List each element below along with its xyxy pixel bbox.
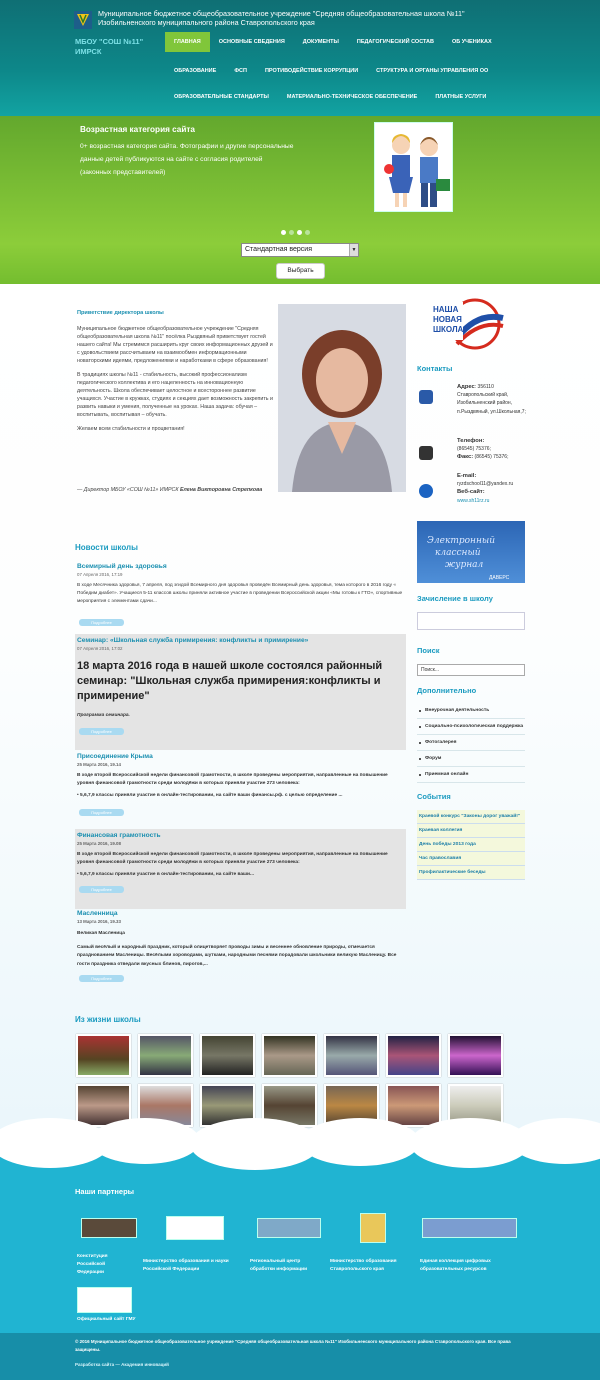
news-date: 25 Марта 2016, 19.14 [77, 762, 121, 767]
news-heading: Новости школы [75, 543, 138, 552]
contact-email [457, 472, 529, 505]
news-title[interactable]: Присоединение Крыма [77, 753, 153, 760]
svg-text:ДАВЕРС: ДАВЕРС [489, 575, 510, 581]
fax-label: Факс: [457, 454, 474, 461]
copyright: © 2016 Муниципальное бюджетное общеобразовательное учреждение "Средняя общеобразовательная школа №11" Изобильненского муниципального района Ставропольского края. Все права защищены. [75, 1339, 511, 1352]
hero-children-image [374, 122, 453, 212]
enrollment-heading[interactable]: Зачисление в школу [417, 594, 493, 603]
gallery-heading: Из жизни школы [75, 1015, 141, 1024]
svg-text:Электронный: Электронный [427, 536, 496, 546]
news-excerpt: Самый весёлый и народный праздник, который олицетворяет проводы зимы и весеннее обновление природы, отмечается празднованием Масленицы. Весёлыми хороводами, шутками, народными песнями порадовали школьники великую Масленицу. Все гости праздника отведали вкусных блинов, пирогов,... [77, 945, 397, 967]
nav-item-teachers[interactable]: ПЕДАГОГИЧЕСКИЙ СОСТАВ [356, 39, 434, 45]
new-school-logo-icon [427, 298, 507, 350]
school-logo-icon[interactable] [74, 11, 92, 29]
sidebar-item-forum[interactable]: Форум [417, 751, 525, 767]
svg-text:НОВАЯ: НОВАЯ [433, 315, 462, 324]
sidebar-item-support[interactable]: Социально-психологическая поддержка [417, 719, 525, 735]
read-more-button[interactable]: Подробнее [79, 619, 124, 626]
version-select-value: Стандартная версия [245, 246, 312, 253]
partner-link[interactable]: Официальный сайт ГМУ [77, 1317, 136, 1322]
phone-icon [419, 446, 433, 460]
event-item[interactable]: Час православия [417, 852, 525, 866]
svg-text:классный: классный [435, 548, 481, 558]
events-list [417, 810, 525, 880]
chevron-down-icon[interactable]: ▼ [349, 244, 358, 256]
news-excerpt: В ходе Месячника здоровья, 7 апреля, под эгидой Всемирного дня здоровья проведён Всемирный день здоровья, тема которого в 2016 году « Победим диабет». Учащиеся 5-11 классов школы приняли активное участие в проведении Всероссийской акции «Мы готовы к ГТО», спортивные мероприятия с элементами сдачи... [77, 583, 403, 605]
gallery-photo[interactable] [386, 1084, 441, 1127]
news-item [75, 563, 406, 626]
news-item [75, 753, 406, 816]
events-heading: События [417, 792, 451, 801]
sidebar-item-reception[interactable]: Приемная онлайн [417, 767, 525, 783]
credit-link[interactable]: Академия инноваций [121, 1362, 169, 1367]
news-bullet-text: 5,6,7,9 классы приняли участие в онлайн-тестировании, на сайте ваши... [80, 872, 254, 878]
event-item[interactable]: Краевая коллегия [417, 824, 525, 838]
news-title[interactable]: Масленница [77, 910, 118, 917]
partner-link[interactable]: Региональный центр обработки информации [250, 1259, 308, 1272]
nav-item-basic-info[interactable]: ОСНОВНЫЕ СВЕДЕНИЯ [218, 39, 285, 45]
fax-value: (86545) 75376; [474, 454, 509, 461]
new-school-logo[interactable] [427, 298, 507, 350]
director-paragraph: В традициях школы №11 - стабильность, высокий профессионализм педагогического коллектива и его нацеленность на инновационную деятельность. Школа обеспечивает целостное и всестороннее развитие учащихся. Участие в кружках, студиях и секциях дает возможность закрепить и развить навыки и умения, полученные на уроках. Наша задача: обучая – воспитывать, воспитывая – обучать. [77, 372, 273, 418]
news-title[interactable]: Всемирный день здоровья [77, 563, 167, 570]
slider-dot[interactable] [297, 230, 302, 235]
read-more-button[interactable]: Подробнее [79, 886, 124, 893]
director-paragraph: Желаем всем стабильности и процветания! [77, 426, 185, 432]
contacts-heading: Контакты [417, 364, 453, 373]
partner-link[interactable]: Единая коллекция цифровых образовательных ресурсов [420, 1259, 491, 1272]
news-bullet-text: 5,6,7,9 классы приняли участие в онлайн-тестировании, на сайте ваши финансы.рф. с целью определение ... [80, 793, 343, 799]
partner-link[interactable]: Министерство образования и науки Российской Федерации [143, 1259, 229, 1272]
search-heading: Поиск [417, 646, 440, 655]
brand-name[interactable]: МБОУ "СОШ №11" ИМРСК [75, 37, 144, 56]
director-paragraph: Муниципальное бюджетное общеобразовательное учреждение "Средняя общеобразовательная школа №11" посёлка Рыздвяный приветствует гостей нашего сайта! Мы стремимся расширить круг своих информационных друзей и с удовольствием рассчитываем на взаимообмен информационными новаторскими идеями, предложениями и наработками в сфере образования! [77, 326, 273, 364]
event-item[interactable]: Краевой конкурс "Законы дорог уважай!" [417, 810, 525, 824]
news-date: 13 Марта 2016, 19.33 [77, 919, 121, 924]
partners-heading: Наши партнеры [75, 1187, 135, 1196]
news-headline: 18 марта 2016 года в нашей школе состоялся районный семинар: "Школьная служба примирения:конфликты и примирение" [77, 660, 383, 702]
gallery-photo[interactable] [448, 1034, 503, 1077]
contact-address [457, 383, 529, 416]
extra-heading: Дополнительно [417, 686, 477, 695]
choose-version-button[interactable]: Выбрать [276, 263, 325, 279]
rcoi-logo[interactable] [257, 1218, 321, 1238]
phone-value: (86545) 75376; [457, 446, 491, 453]
cloud-decoration [300, 1118, 420, 1166]
slider-dot[interactable] [281, 230, 286, 235]
address-value: : 356110 Ставропольский край, Изобильненский район, п.Рыздвяный, ул.Школьная,7; [457, 384, 526, 415]
director-heading: Приветствие директора школы [77, 310, 164, 316]
email-label: E-mail: [457, 473, 477, 479]
news-item [75, 634, 406, 750]
hero-title: Возрастная категория сайта [80, 125, 195, 134]
news-title[interactable]: Финансовая грамотность [77, 832, 161, 839]
email-value[interactable]: ryzdschool11@yandex.ru [457, 481, 514, 488]
electronic-journal-logo [417, 521, 525, 583]
news-date: 25 Марта 2016, 19.08 [77, 841, 121, 846]
gallery-photo[interactable] [76, 1034, 131, 1077]
nav-item-home[interactable]: ГЛАВНАЯ [165, 32, 210, 52]
enrollment-banner[interactable] [417, 612, 525, 630]
news-date: 07 Апреля 2016, 17:19 [77, 572, 123, 577]
slider-dots [281, 230, 310, 235]
nav-item-paid-services[interactable]: ПЛАТНЫЕ УСЛУГИ [435, 94, 487, 100]
news-subtitle: Великая Масленица [77, 931, 125, 936]
news-item [75, 910, 406, 982]
hero-slider [0, 116, 600, 244]
svg-text:НАША: НАША [433, 305, 459, 314]
credit-label: Разработка сайта — [75, 1362, 120, 1367]
contact-phone [457, 437, 529, 462]
news-excerpt: В ходе второй Всероссийской недели финансовой грамотности, в школе проведены мероприятия, направленные на повышение уровня финансовой грамотности среди молодёжи в которых приняли участие 273 человека: [77, 773, 388, 787]
nav-row [165, 87, 495, 107]
slider-dot[interactable] [305, 230, 310, 235]
nav-item-facilities[interactable]: МАТЕРИАЛЬНО-ТЕХНИЧЕСКОЕ ОБЕСПЕЧЕНИЕ [286, 94, 418, 100]
extra-links [417, 703, 525, 783]
nav-row [165, 32, 501, 52]
nav-item-documents[interactable]: ДОКУМЕНТЫ [302, 39, 339, 45]
address-label: Адрес [457, 384, 475, 390]
nav-item-education[interactable]: ОБРАЗОВАНИЕ [174, 68, 217, 74]
event-item[interactable]: Профилактические беседы [417, 866, 525, 880]
partner-link[interactable]: Конституция Российской Федерации [77, 1254, 108, 1275]
sidebar-item-gallery[interactable]: Фотогалерея [417, 735, 525, 751]
news-bullet: • 5,6,7,9 классы приняли участие в онлайн-тестировании, на сайте ваши... [77, 872, 254, 878]
search-input[interactable]: Поиск... [417, 664, 525, 676]
director-signature [77, 486, 274, 494]
web-label: Веб-сайт: [457, 489, 485, 496]
gallery-photo[interactable] [386, 1034, 441, 1077]
news-date: 07 Апреля 2016, 17:02 [77, 646, 123, 651]
phone-label: Телефон: [457, 438, 485, 444]
nav-item-fsp[interactable]: ФСП [234, 68, 247, 74]
electronic-journal-banner[interactable] [417, 521, 525, 583]
gallery-photo[interactable] [200, 1034, 255, 1077]
children-illustration [375, 123, 453, 212]
read-more-button[interactable]: Подробнее [79, 809, 124, 816]
svg-text:журнал: журнал [445, 560, 484, 570]
director-greeting [77, 325, 274, 439]
slider-dot[interactable] [289, 230, 294, 235]
ministry-science-logo[interactable] [166, 1216, 224, 1240]
director-photo [278, 304, 406, 492]
email-icon [419, 484, 433, 498]
partner-link[interactable]: Министерство образования Ставропольского края [330, 1259, 397, 1272]
news-item [75, 829, 406, 909]
director-sign-role: — Директор МБОУ «СОШ №11» ИМРСК [77, 487, 179, 493]
stavropol-emblem[interactable] [360, 1213, 386, 1243]
nav-item-standards[interactable]: ОБРАЗОВАТЕЛЬНЫЕ СТАНДАРТЫ [174, 94, 269, 100]
gallery-photo[interactable] [262, 1034, 317, 1077]
gallery-photo[interactable] [324, 1034, 379, 1077]
news-bullet: • 5,6,7,9 классы приняли участие в онлайн-тестировании, на сайте ваши финансы.рф. с целью определение ... [77, 793, 343, 799]
nav-item-anticorruption[interactable]: ПРОТИВОДЕЙСТВИЕ КОРРУПЦИИ [264, 68, 359, 74]
school-title: Муниципальное бюджетное общеобразовательное учреждение "Средняя общеобразовательная школа №11" Изобильненского муниципального района Ставропольского края [98, 9, 465, 27]
gmu-logo[interactable] [77, 1287, 132, 1313]
svg-text:ШКОЛА: ШКОЛА [433, 325, 464, 334]
nav-item-structure[interactable]: СТРУКТУРА И ОРГАНЫ УПРАВЛЕНИЯ ОО [376, 68, 489, 74]
director-sign-name: Елена Викторовна Стрепкова [179, 487, 263, 493]
web-link[interactable]: www.sh11rz.ru [457, 497, 490, 504]
address-icon [419, 390, 433, 404]
hero-text: 0+ возрастная категория сайта. Фотографии и другие персональные данные детей публикуются на сайте с согласия родителей (законных представителей) [80, 143, 294, 176]
event-item[interactable]: День победы 2013 года [417, 838, 525, 852]
version-select[interactable] [241, 243, 359, 257]
director-portrait [278, 304, 406, 492]
news-excerpt: В ходе второй Всероссийской недели финансовой грамотности, в школе проведены мероприятия, направленные на повышение уровня финансовой грамотности среди молодёжи в которых приняли участие 273 человека: [77, 852, 388, 866]
read-more-button[interactable]: Подробнее [79, 975, 124, 982]
developer-credit [75, 1362, 169, 1367]
gallery-photo[interactable] [138, 1034, 193, 1077]
cloud-decoration [90, 1118, 200, 1164]
read-more-button[interactable]: Подробнее [79, 728, 124, 735]
nav-row [165, 61, 497, 81]
nav-item-students[interactable]: ОБ УЧЕНИКАХ [451, 39, 492, 45]
news-title[interactable]: Семинар: «Школьная служба примирения: конфликты и примирение» [77, 637, 309, 644]
sidebar-item-extracurricular[interactable]: Внеурочная деятельность [417, 703, 525, 719]
constitution-logo[interactable] [81, 1218, 137, 1238]
news-excerpt: Программа семинара. [77, 713, 130, 718]
digital-resources-logo[interactable] [422, 1218, 517, 1238]
